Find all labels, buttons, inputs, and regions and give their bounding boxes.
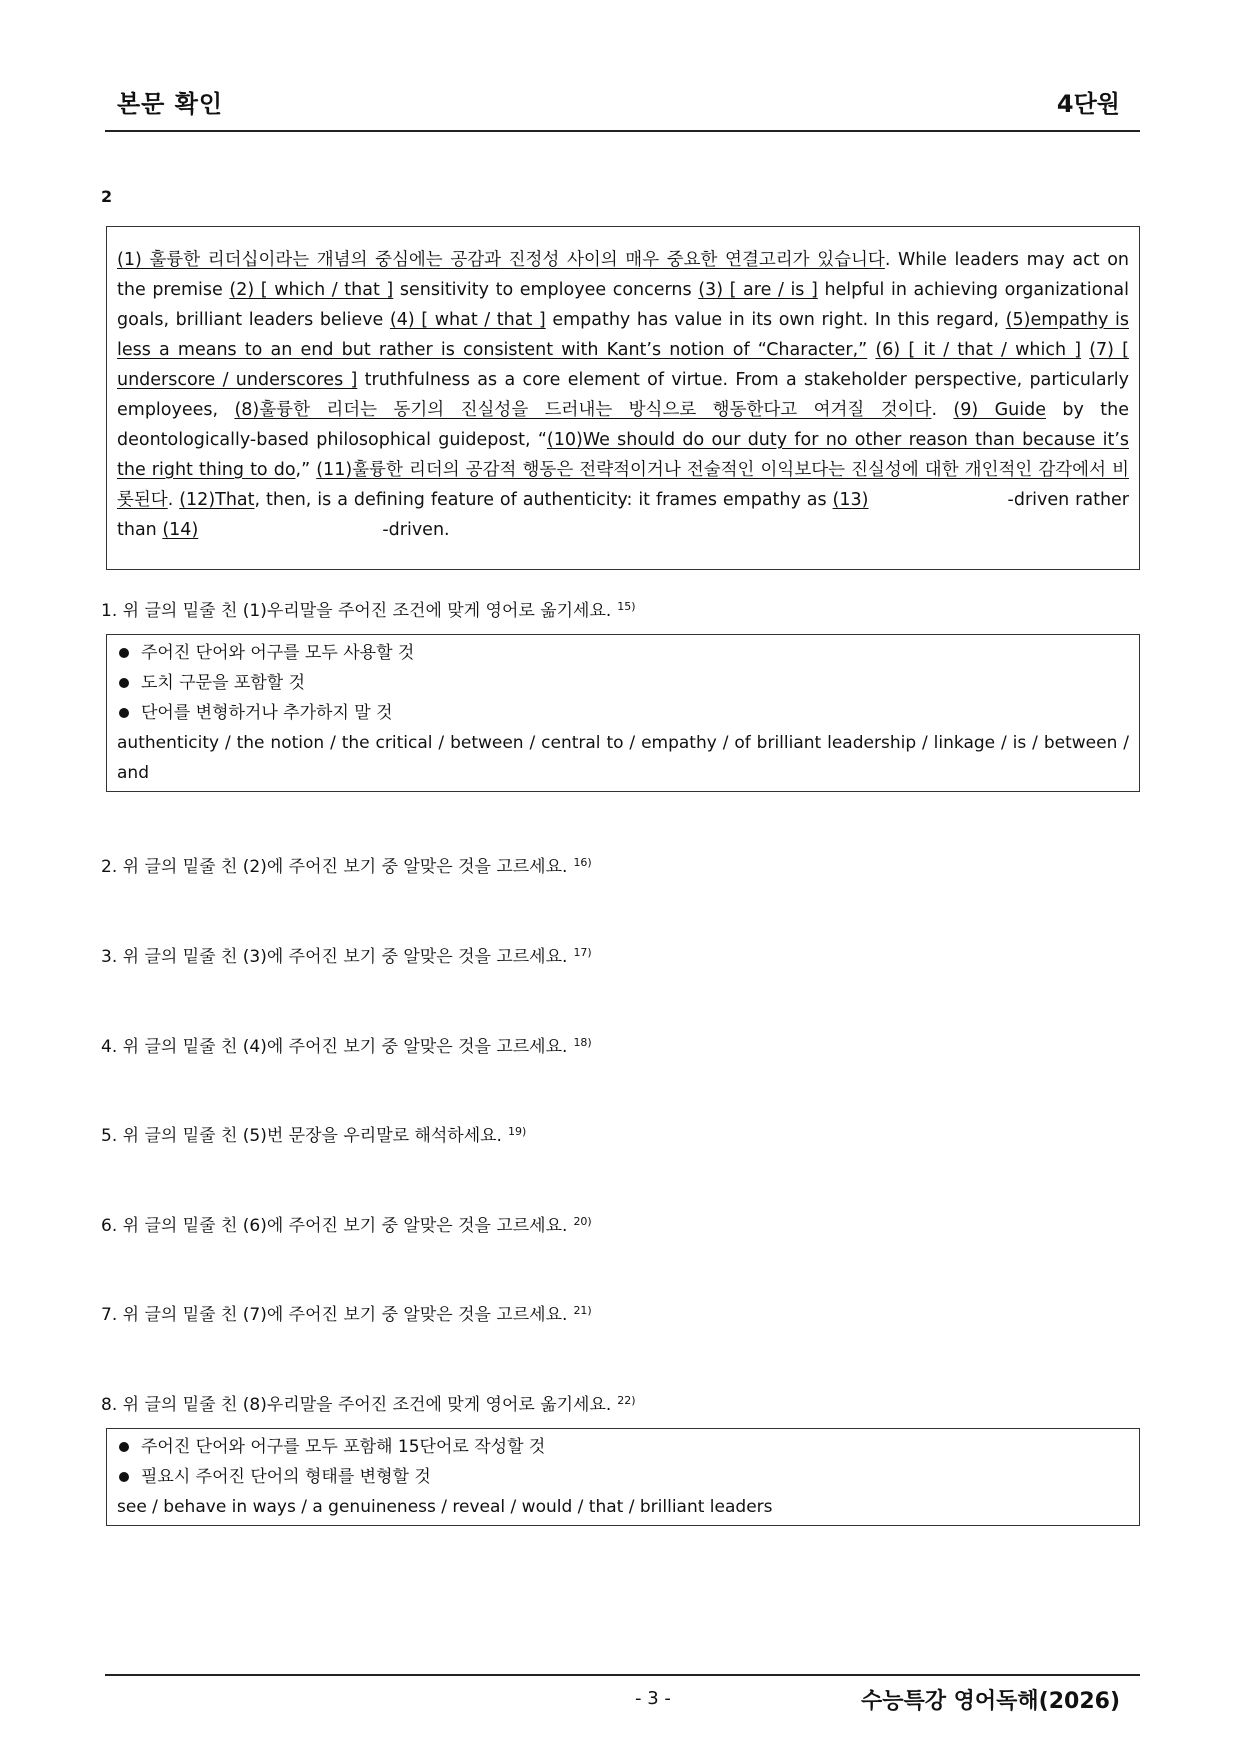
bullet-icon <box>119 678 129 688</box>
footnote-ref: 22) <box>617 1394 636 1407</box>
condition-item: 필요시 주어진 단어의 형태를 변형할 것 <box>117 1462 1129 1492</box>
page-header <box>105 82 1140 132</box>
question-5: 5. 위 글의 밑줄 친 (5)번 문장을 우리말로 해석하세요. $^{19)}$ <box>101 1125 527 1146</box>
question-8: 8. 위 글의 밑줄 친 (8)우리말을 주어진 조건에 맞게 영어로 옮기세요. $^{22)}$ <box>101 1394 636 1415</box>
passage-segment-7: (7) [ underscore / underscores ] <box>117 340 1129 390</box>
question-2: 2. 위 글의 밑줄 친 (2)에 주어진 보기 중 알맞은 것을 고르세요. $^{16)}$ <box>101 856 592 877</box>
footnote-ref: 21) <box>573 1304 592 1317</box>
bullet-icon <box>119 1442 129 1452</box>
question-4: 4. 위 글의 밑줄 친 (4)에 주어진 보기 중 알맞은 것을 고르세요. $^{18)}$ <box>101 1036 592 1057</box>
question-1: 1. 위 글의 밑줄 친 (1)우리말을 주어진 조건에 맞게 영어로 옮기세요. $^{15)}$ <box>101 600 636 621</box>
passage-segment-3: (3) [ are / is ] <box>698 280 818 300</box>
q1-condition-box <box>106 634 1140 792</box>
footnote-ref: 18) <box>573 1036 592 1049</box>
question-3: 3. 위 글의 밑줄 친 (3)에 주어진 보기 중 알맞은 것을 고르세요. $^{17)}$ <box>101 946 592 967</box>
page-footer <box>105 1674 1140 1714</box>
bullet-icon <box>119 648 129 658</box>
condition-item: 주어진 단어와 어구를 모두 사용할 것 <box>117 638 1129 668</box>
header-unit: 4단원 <box>1056 90 1120 118</box>
passage-segment-8: (8)훌륭한 리더는 동기의 진실성을 드러내는 방식으로 행동한다고 여겨질 것이다 <box>234 400 932 420</box>
q8-condition-box <box>106 1428 1140 1526</box>
condition-item: 주어진 단어와 어구를 모두 포함해 15단어로 작성할 것 <box>117 1432 1129 1462</box>
question-7: 7. 위 글의 밑줄 친 (7)에 주어진 보기 중 알맞은 것을 고르세요. $^{21)}$ <box>101 1304 592 1325</box>
page-number: - 3 - <box>635 1688 671 1709</box>
footnote-ref: 15) <box>617 600 636 613</box>
given-words: authenticity / the notion / the critical / between / central to / empathy / of brilliant leadership / linkage / is / between / and <box>117 733 1129 783</box>
passage-box <box>106 226 1140 570</box>
answer-blank-13[interactable]: (13) <box>832 490 869 510</box>
header-title: 본문 확인 <box>117 90 224 118</box>
book-title: 수능특강 영어독해(2026) <box>860 1689 1120 1714</box>
condition-item: 단어를 변형하거나 추가하지 말 것 <box>117 698 1129 728</box>
bullet-icon <box>119 708 129 718</box>
footnote-ref: 19) <box>507 1125 527 1138</box>
passage-segment-9: (9) Guide <box>953 400 1047 420</box>
passage-segment-2: (2) [ which / that ] <box>229 280 394 300</box>
passage-number: 2 <box>101 187 113 206</box>
passage-segment-11: (11)훌륭한 리더의 공감적 행동은 전략적이거나 전술적인 이익보다는 진실성에 대한 개인적인 감각에서 비롯된다 <box>117 460 1129 510</box>
answer-blank-14[interactable]: (14) <box>162 520 199 540</box>
bullet-icon <box>119 1472 129 1482</box>
passage-segment-1: (1) 훌륭한 리더십이라는 개념의 중심에는 공감과 진정성 사이의 매우 중요한 연결고리가 있습니다 <box>117 250 885 270</box>
question-6: 6. 위 글의 밑줄 친 (6)에 주어진 보기 중 알맞은 것을 고르세요. $^{20)}$ <box>101 1215 592 1236</box>
footnote-ref: 16) <box>573 856 592 869</box>
passage-segment-12: (12)That <box>179 490 255 510</box>
passage-segment-5: (5)empathy is less a means to an end but rather is consistent with Kant’s notion of “Character,” <box>117 310 1129 360</box>
condition-item: 도치 구문을 포함할 것 <box>117 668 1129 698</box>
passage-segment-10: (10)We should do our duty for no other reason than because it’s the right thing to do <box>117 430 1129 480</box>
footnote-ref: 17) <box>573 946 592 959</box>
footnote-ref: 20) <box>573 1215 592 1228</box>
passage-segment-4: (4) [ what / that ] <box>389 310 546 330</box>
passage-text: (1) 훌륭한 리더십이라는 개념의 중심에는 공감과 진정성 사이의 매우 중요한 연결고리가 있습니다. While leaders may act on the premise (2) [ which / that ] sensitivity to employee concerns (3) [ are / is ] helpful in achieving organizational goals, brilliant leaders believe (4) [ what / that ] empathy has value in its own right. In this regard, (5)empathy is less a means to an end but rather is consistent with Kant’s notion of “Character,” (6) [ it / that / which ] (7) [ underscore / underscores ] truthfulness as a core element of virtue. From a stakeholder perspective, particularly employees, (8)훌륭한 리더는 동기의 진실성을 드러내는 방식으로 행동한다고 여겨질 것이다. (9) Guide by the deontologically-based philosophical guidepost, “(10)We should do our duty for no other reason than because it’s the right thing to do,” (11)훌륭한 리더의 공감적 행동은 전략적이거나 전술적인 이익보다는 진실성에 대한 개인적인 감각에서 비롯된다. (12)That, then, is a defining feature of authenticity: it frames empathy as (13) -driven rather than (14) -driven. <box>117 245 1129 545</box>
passage-segment-6: (6) [ it / that / which ] <box>875 340 1082 360</box>
given-words: see / behave in ways / a genuineness / reveal / would / that / brilliant leaders <box>117 1497 773 1517</box>
